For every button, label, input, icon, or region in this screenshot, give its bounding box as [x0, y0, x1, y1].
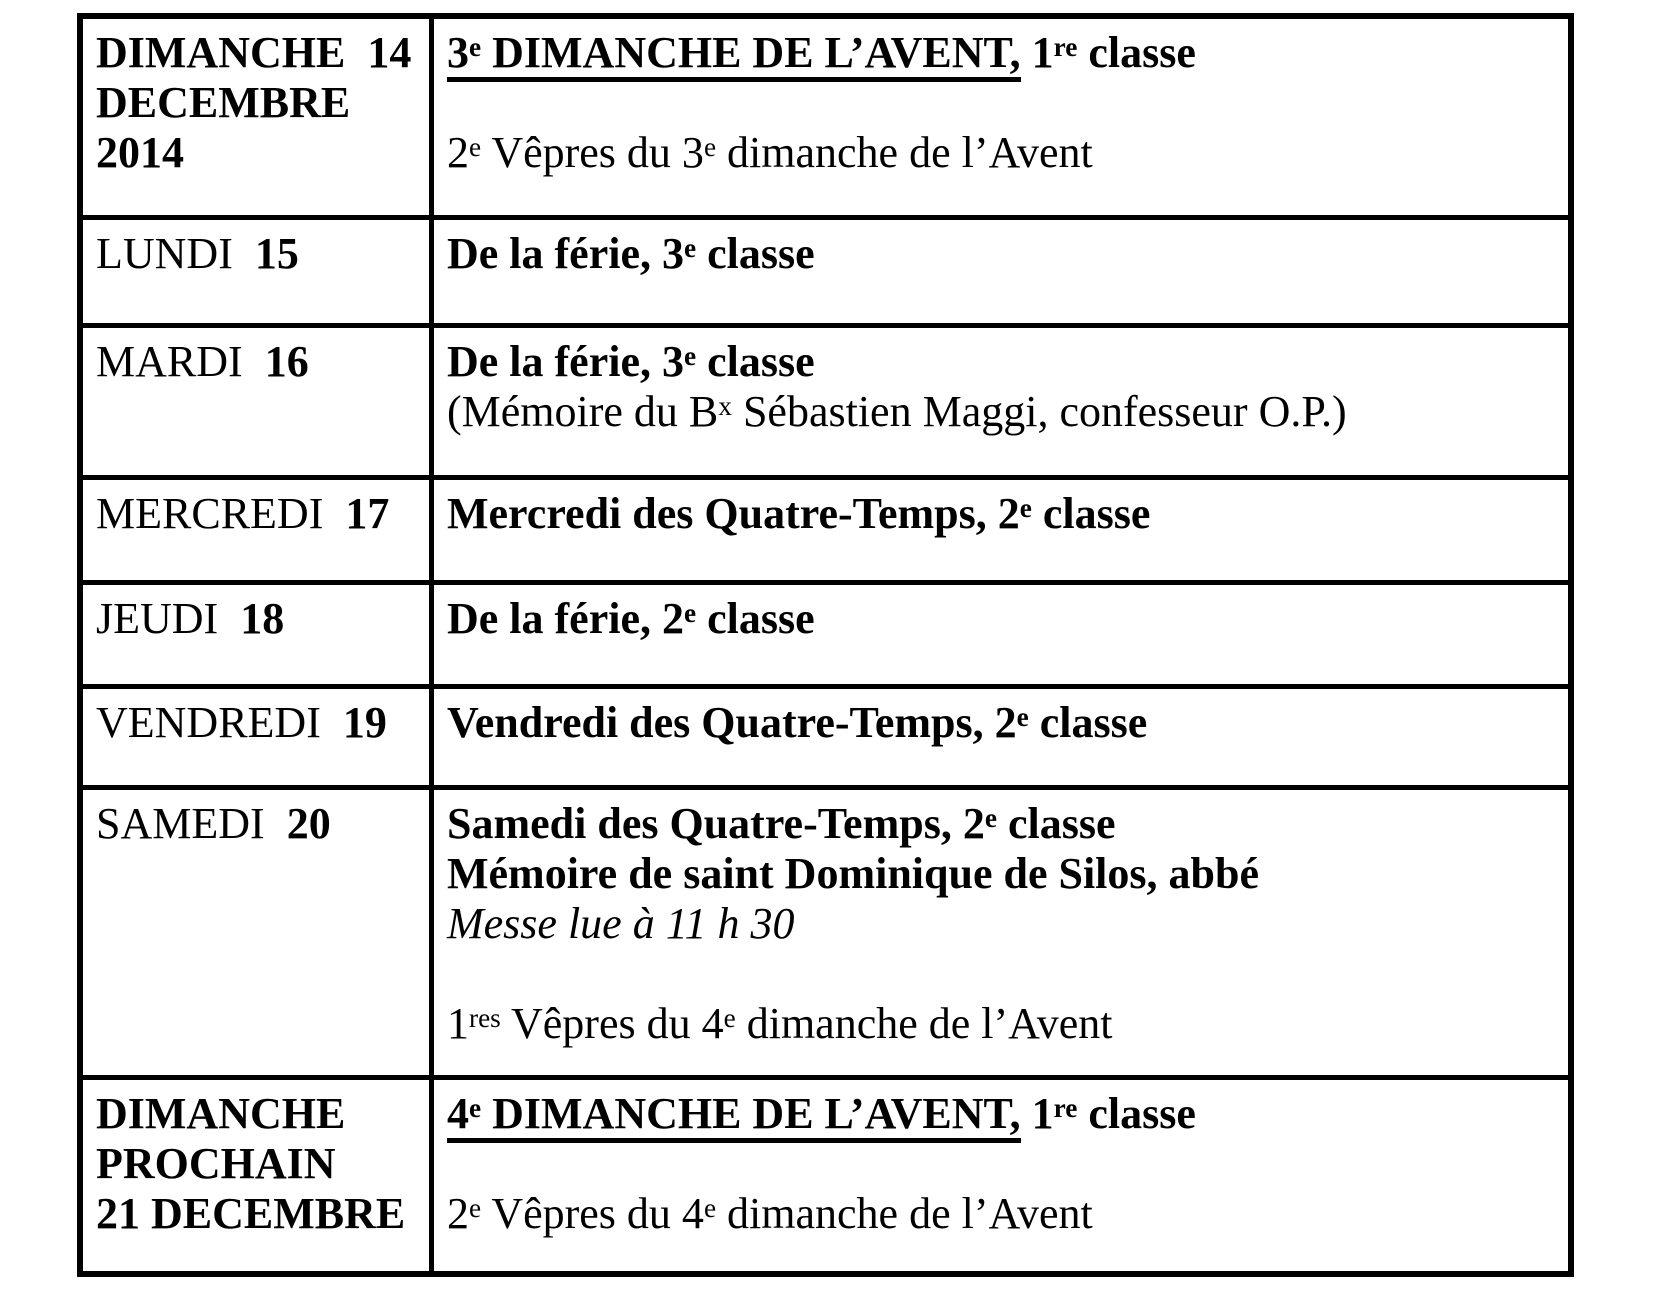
text-line — [447, 489, 1560, 539]
text-segment: e — [1016, 701, 1029, 732]
text-segment: dimanche de l’Avent — [716, 1189, 1093, 1238]
text-segment: DIMANCHE DE L’AVENT, — [481, 1089, 1021, 1138]
text-segment: classe — [996, 799, 1116, 848]
text-segment: re — [1053, 1092, 1078, 1123]
text-segment: 1 — [447, 999, 469, 1048]
text-segment: res — [469, 1002, 501, 1033]
text-line — [447, 1089, 1560, 1139]
text-segment: Mercredi des Quatre-Temps, 2 — [447, 489, 1020, 538]
text-segment: DIMANCHE — [96, 1089, 346, 1138]
text-segment: LUNDI — [96, 229, 255, 278]
text-segment: e — [1019, 492, 1032, 523]
text-line — [96, 1189, 425, 1239]
office-cell — [434, 689, 1568, 785]
text-segment: 15 — [254, 229, 299, 278]
text-segment: 18 — [240, 594, 285, 643]
text-segment: 2 — [447, 1189, 469, 1238]
text-line — [96, 128, 425, 178]
text-line — [447, 698, 1560, 748]
text-segment: e — [984, 802, 997, 833]
text-line — [96, 337, 425, 387]
text-line — [96, 1139, 425, 1189]
text-segment: Mémoire de saint Dominique de Silos, abbé — [447, 849, 1260, 898]
office-cell — [434, 585, 1568, 684]
text-line — [447, 1139, 1560, 1189]
text-segment: classe — [1077, 28, 1196, 77]
text-line — [447, 949, 1560, 999]
date-cell — [83, 220, 434, 323]
text-segment: e — [684, 232, 697, 263]
table-row — [83, 323, 1568, 475]
text-segment: MERCREDI — [96, 489, 346, 538]
text-segment: 2014 — [96, 128, 184, 177]
text-line — [447, 1189, 1560, 1239]
table-row — [83, 475, 1568, 580]
office-cell — [434, 790, 1568, 1075]
text-segment: e — [469, 31, 482, 62]
office-cell — [434, 220, 1568, 323]
office-cell — [434, 480, 1568, 580]
text-line — [96, 698, 425, 748]
text-segment: 3 — [447, 28, 469, 77]
text-segment: e — [703, 131, 717, 162]
text-segment: DIMANCHE DE L’AVENT, — [481, 28, 1021, 77]
text-line — [447, 999, 1560, 1049]
text-segment: SAMEDI — [96, 799, 287, 848]
date-cell — [83, 328, 434, 475]
date-cell — [83, 585, 434, 684]
text-segment: De la férie, 3 — [447, 337, 684, 386]
text-segment: re — [1053, 31, 1078, 62]
text-line — [447, 229, 1560, 279]
office-cell — [434, 1080, 1568, 1271]
office-cell — [434, 328, 1568, 475]
liturgical-calendar-table — [77, 13, 1574, 1277]
date-cell — [83, 19, 434, 215]
text-segment: classe — [696, 337, 815, 386]
text-line — [447, 128, 1560, 178]
text-line — [96, 799, 425, 849]
text-segment: x — [718, 390, 732, 421]
text-line — [96, 1089, 425, 1139]
text-segment: JEUDI — [96, 594, 241, 643]
text-line — [447, 899, 1560, 949]
text-segment: 20 — [286, 799, 331, 848]
office-cell — [434, 19, 1568, 215]
date-cell — [83, 480, 434, 580]
date-cell — [83, 790, 434, 1075]
text-segment: Sébastien Maggi, confesseur O.P.) — [731, 387, 1347, 436]
text-segment: Vêpres du 4 — [500, 999, 724, 1048]
text-segment: classe — [1031, 489, 1151, 538]
text-segment: 16 — [264, 337, 309, 386]
text-segment: classe — [1028, 698, 1148, 747]
text-segment: e — [723, 1002, 736, 1033]
text-segment: 17 — [345, 489, 390, 538]
text-line — [447, 594, 1560, 644]
text-segment: (Mémoire du B — [447, 387, 719, 436]
text-segment: DECEMBRE — [96, 78, 351, 127]
text-segment: e — [684, 597, 697, 628]
text-segment: De la férie, 3 — [447, 229, 684, 278]
underlined-heading — [447, 1089, 1021, 1143]
text-line — [96, 78, 425, 128]
text-segment: dimanche de l’Avent — [716, 128, 1093, 177]
table-row — [83, 785, 1568, 1075]
text-segment: 1 — [1020, 28, 1054, 77]
text-segment: 21 DECEMBRE — [96, 1189, 406, 1238]
text-segment: e — [469, 131, 482, 162]
text-segment: Samedi des Quatre-Temps, 2 — [447, 799, 985, 848]
table-row — [83, 684, 1568, 785]
text-line — [447, 849, 1560, 899]
text-line — [447, 337, 1560, 387]
text-segment: MARDI — [96, 337, 265, 386]
table-row — [83, 580, 1568, 684]
text-segment: classe — [696, 594, 815, 643]
text-segment: Vêpres du 3 — [481, 128, 704, 177]
underlined-heading — [447, 28, 1021, 82]
text-segment: DIMANCHE 14 — [96, 28, 412, 77]
text-segment: Messe lue à 11 h 30 — [447, 899, 795, 948]
text-segment: classe — [1077, 1089, 1196, 1138]
date-cell — [83, 689, 434, 785]
text-segment: Vêpres du 4 — [481, 1189, 704, 1238]
text-segment: PROCHAIN — [96, 1139, 336, 1188]
text-line — [96, 489, 425, 539]
text-line — [96, 28, 425, 78]
text-line — [447, 28, 1560, 78]
date-cell — [83, 1080, 434, 1271]
text-segment: 1 — [1020, 1089, 1054, 1138]
text-segment: 2 — [447, 128, 469, 177]
text-segment: e — [703, 1192, 717, 1223]
text-segment: 4 — [447, 1089, 469, 1138]
text-line — [447, 78, 1560, 128]
table-row — [83, 19, 1568, 215]
text-line — [447, 799, 1560, 849]
text-segment: dimanche de l’Avent — [735, 999, 1113, 1048]
text-segment: VENDREDI — [96, 698, 343, 747]
table-row — [83, 215, 1568, 323]
text-segment: De la férie, 2 — [447, 594, 684, 643]
table-row — [83, 1075, 1568, 1271]
text-segment: 19 — [342, 698, 387, 747]
text-segment: Vendredi des Quatre-Temps, 2 — [447, 698, 1017, 747]
text-segment: e — [684, 340, 697, 371]
text-line — [96, 594, 425, 644]
text-segment: classe — [696, 229, 815, 278]
text-line — [96, 229, 425, 279]
text-line — [447, 387, 1560, 437]
text-segment: e — [469, 1092, 482, 1123]
text-segment: e — [469, 1192, 482, 1223]
